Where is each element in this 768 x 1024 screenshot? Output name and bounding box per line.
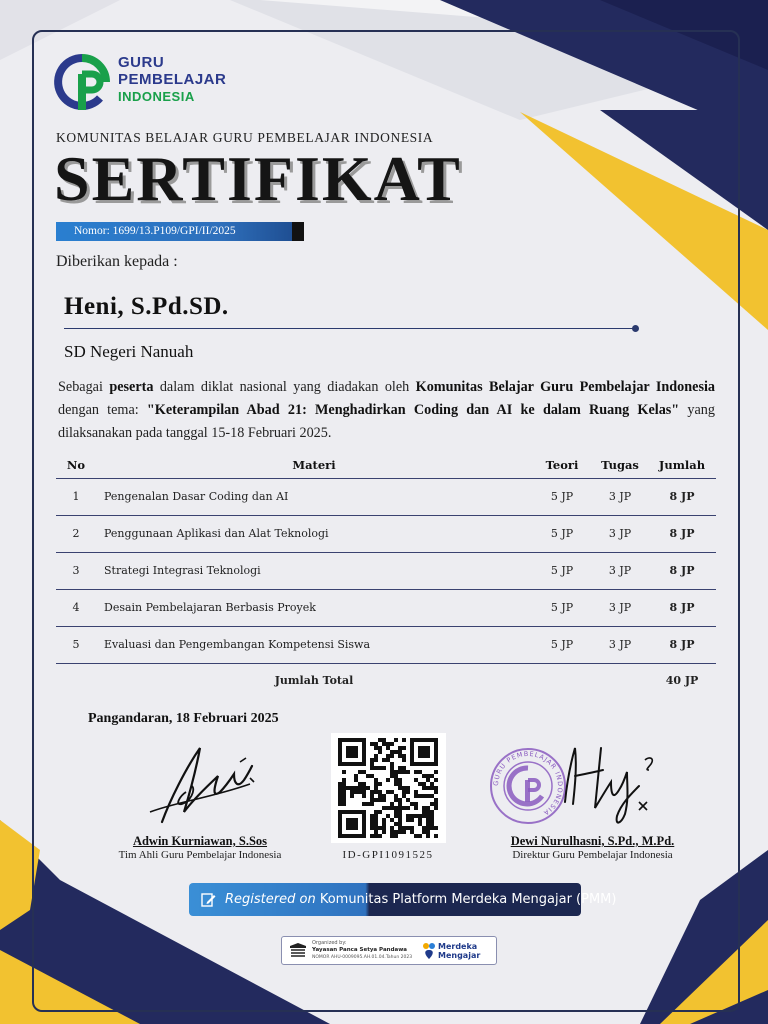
qr-code — [331, 733, 446, 843]
cell-no: 2 — [56, 515, 96, 552]
table-total-row — [56, 663, 716, 697]
header-no: No — [56, 453, 96, 478]
cell-no: 1 — [56, 478, 96, 515]
recipient-name: Heni, S.Pd.SD. — [64, 293, 229, 320]
guru-pembelajar-logo — [52, 52, 252, 114]
cell-tugas: 3 JP — [592, 478, 648, 515]
cell-materi: Evaluasi dan Pengembangan Kompetensi Siswa — [96, 626, 532, 663]
cell-jumlah: 8 JP — [648, 552, 716, 589]
organizer-badge — [281, 936, 497, 965]
desc-bold-1: peserta — [109, 379, 154, 395]
total-value: 40 JP — [665, 673, 699, 687]
organized-by-label: Organized by: — [312, 940, 347, 946]
cell-materi: Desain Pembelajaran Berbasis Proyek — [96, 589, 532, 626]
cell-materi: Pengenalan Dasar Coding dan AI — [96, 478, 532, 515]
pmm-registration-banner — [189, 883, 617, 916]
stamp-text: GURU PEMBELAJAR INDONESIA — [491, 749, 565, 818]
cell-materi: Strategi Integrasi Teknologi — [96, 552, 532, 589]
certificate-description — [58, 376, 715, 445]
right-signature — [555, 742, 665, 832]
recipient-school: SD Negeri Nanuah — [64, 342, 194, 361]
certificate-number: Nomor: 1699/13.P109/GPI/II/2025 — [56, 222, 292, 241]
desc-text-4: yang dilaksanakan pada tanggal 15-18 Februari 2025. — [58, 402, 715, 441]
logo-line-indonesia: INDONESIA — [118, 89, 195, 104]
cell-teori: 5 JP — [532, 552, 592, 589]
right-signatory-name: Dewi Nurulhasni, S.Pd., M.Pd. — [510, 834, 675, 848]
table-row — [56, 478, 716, 515]
left-signatory-role: Tim Ahli Guru Pembelajar Indonesia — [118, 849, 282, 861]
place-date: Pangandaran, 18 Februari 2025 — [88, 711, 279, 726]
left-signatory-name: Adwin Kurniawan, S.Sos — [132, 834, 268, 848]
table-header-row — [56, 453, 716, 478]
certificate-title: SERTIFIKAT — [54, 143, 462, 214]
registered-on-label: Registered on — [225, 892, 316, 907]
desc-text-1: Sebagai — [58, 379, 110, 395]
right-signatory-role: Direktur Guru Pembelajar Indonesia — [512, 849, 673, 861]
edit-document-icon — [201, 892, 216, 907]
cell-teori: 5 JP — [532, 626, 592, 663]
platform-name: Komunitas Platform Merdeka Mengajar (PMM) — [319, 892, 617, 907]
name-underline — [64, 328, 636, 329]
given-to-label: Diberikan kepada : — [56, 253, 178, 270]
cell-jumlah: 8 JP — [648, 589, 716, 626]
cell-tugas: 3 JP — [592, 626, 648, 663]
total-label: Jumlah Total — [274, 673, 354, 687]
cell-tugas: 3 JP — [592, 589, 648, 626]
cell-teori: 5 JP — [532, 589, 592, 626]
desc-text-2: dalam diklat nasional yang diadakan oleh — [153, 379, 416, 395]
header-jumlah: Jumlah — [648, 453, 716, 478]
qr-finder-center — [418, 746, 430, 758]
table-row — [56, 552, 716, 589]
foundation-registration: NOMOR AHU-0009095.AH.01.04.Tahun 2023 — [312, 955, 413, 960]
foundation-name: Yayasan Panca Setya Pandawa — [312, 947, 408, 953]
cell-no: 4 — [56, 589, 96, 626]
cell-tugas: 3 JP — [592, 515, 648, 552]
header-materi: Materi — [96, 453, 532, 478]
desc-text-3: dengan tema: — [58, 402, 147, 418]
merdeka-line-1: Merdeka — [438, 942, 478, 951]
cell-teori: 5 JP — [532, 478, 592, 515]
cell-jumlah: 8 JP — [648, 626, 716, 663]
qr-finder-center — [346, 818, 358, 830]
desc-bold-2: Komunitas Belajar Guru Pembelajar Indonesia — [415, 379, 716, 395]
qr-code-graphic — [331, 733, 446, 843]
header-teori: Teori — [532, 453, 592, 478]
table-row — [56, 626, 716, 663]
cell-teori: 5 JP — [532, 515, 592, 552]
pandawa-logo-icon — [288, 942, 308, 960]
community-heading: KOMUNITAS BELAJAR GURU PEMBELAJAR INDONESIA — [56, 130, 434, 145]
cell-jumlah: 8 JP — [648, 515, 716, 552]
qr-code-id: ID-GPI1091525 — [342, 849, 434, 861]
desc-bold-3: "Keterampilan Abad 21: Menghadirkan Coding dan AI ke dalam Ruang Kelas" — [146, 402, 680, 418]
logo-line-pembelajar: PEMBELAJAR — [118, 71, 227, 88]
gp-logo-icon — [52, 52, 112, 114]
header-tugas: Tugas — [592, 453, 648, 478]
cell-no: 3 — [56, 552, 96, 589]
cell-tugas: 3 JP — [592, 552, 648, 589]
logo-line-guru: GURU — [118, 54, 165, 71]
cell-no: 5 — [56, 626, 96, 663]
name-underline-dot — [632, 325, 639, 332]
left-signature — [100, 740, 300, 832]
cell-jumlah: 8 JP — [648, 478, 716, 515]
cell-materi: Penggunaan Aplikasi dan Alat Teknologi — [96, 515, 532, 552]
merdeka-mengajar-icon — [422, 942, 436, 960]
certificate-number-banner — [56, 222, 304, 241]
materi-table — [56, 453, 716, 697]
merdeka-line-2: Mengajar — [438, 951, 481, 960]
table-row — [56, 515, 716, 552]
table-row — [56, 589, 716, 626]
qr-finder-center — [346, 746, 358, 758]
